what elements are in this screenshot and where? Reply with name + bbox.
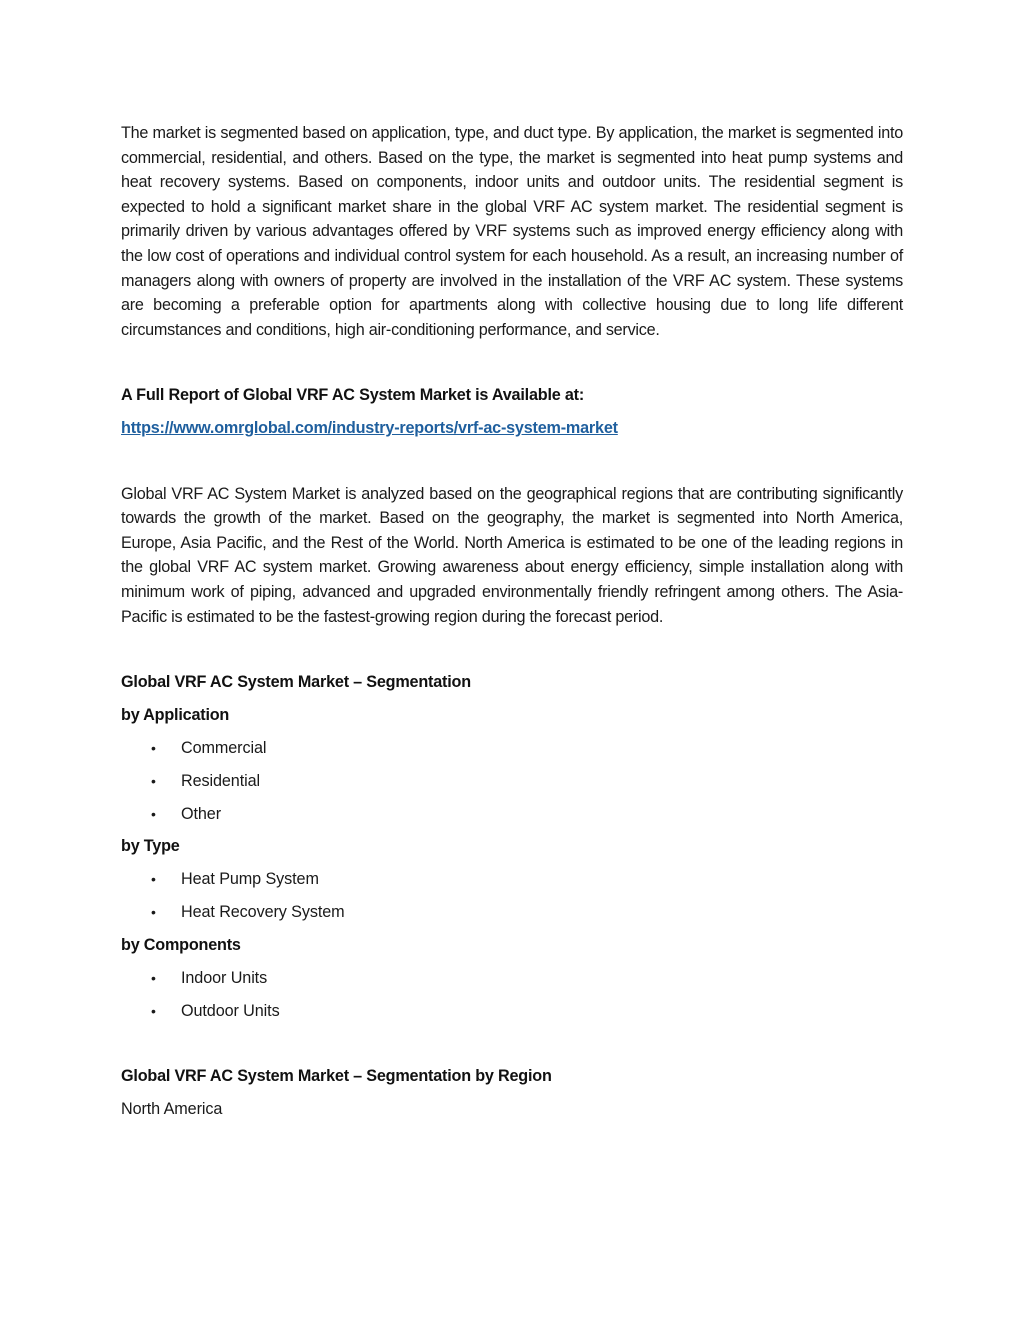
list-item bbox=[121, 900, 903, 925]
list-item-label: Heat Pump System bbox=[181, 870, 319, 889]
group-heading-type: by Type bbox=[121, 837, 180, 856]
list-item bbox=[121, 867, 903, 892]
type-list bbox=[121, 867, 903, 925]
segmentation-section bbox=[121, 670, 903, 1023]
bullet-icon: • bbox=[151, 739, 156, 756]
intro-paragraph: The market is segmented based on application, type, and duct type. By application, the market is segmented into commercial, residential, and others. Based on the type, the market is segmented into heat pump systems and heat recovery systems. Based on components, indoor units and outdoor units. The residential segment is expected to hold a significant market share in the global VRF AC system market. The residential segment is primarily driven by various advantages offered by VRF systems such as improved energy efficiency along with the low cost of operations and individual control system for each household. As a result, an increasing number of managers along with owners of property are involved in the installation of the VRF AC system. These systems are becoming a preferable option for apartments along with collective housing due to long life different circumstances and conditions, high air-conditioning performance, and service. bbox=[121, 124, 903, 339]
bullet-icon: • bbox=[151, 871, 156, 888]
components-list bbox=[121, 966, 903, 1024]
bullet-icon: • bbox=[151, 772, 156, 789]
list-item-label: Other bbox=[181, 804, 221, 823]
bullet-icon: • bbox=[151, 904, 156, 921]
list-item bbox=[121, 966, 903, 991]
report-heading: A Full Report of Global VRF AC System Market is Available at: bbox=[121, 386, 585, 405]
report-link[interactable]: https://www.omrglobal.com/industry-reports/vrf-ac-system-market bbox=[121, 418, 618, 437]
list-item-label: Indoor Units bbox=[181, 968, 268, 987]
segmentation-heading: Global VRF AC System Market – Segmentation bbox=[121, 673, 471, 692]
list-item-label: Commercial bbox=[181, 738, 267, 757]
region-item: North America bbox=[121, 1100, 223, 1119]
list-item bbox=[121, 769, 903, 794]
list-item-label: Heat Recovery System bbox=[181, 903, 345, 922]
bullet-icon: • bbox=[151, 969, 156, 986]
document-page bbox=[121, 121, 903, 1122]
list-item bbox=[121, 999, 903, 1024]
region-heading: Global VRF AC System Market – Segmentation by Region bbox=[121, 1067, 552, 1086]
list-item bbox=[121, 736, 903, 761]
report-section bbox=[121, 383, 903, 440]
bullet-icon: • bbox=[151, 805, 156, 822]
bullet-icon: • bbox=[151, 1002, 156, 1019]
group-heading-application: by Application bbox=[121, 705, 230, 724]
list-item-label: Outdoor Units bbox=[181, 1001, 280, 1020]
list-item bbox=[121, 802, 903, 827]
group-heading-components: by Components bbox=[121, 935, 241, 954]
application-list bbox=[121, 736, 903, 827]
regional-paragraph: Global VRF AC System Market is analyzed based on the geographical regions that are contributing significantly towards the growth of the market. Based on the geography, the market is segmented into North America, Europe, Asia Pacific, and the Rest of the World. North America is estimated to be one of the leading regions in the global VRF AC system market. Growing awareness about energy efficiency, simple installation along with minimum work of piping, advanced and upgraded environmentally friendly refringent among others. The Asia-Pacific is estimated to be the fastest-growing region during the forecast period. bbox=[121, 484, 903, 626]
region-section bbox=[121, 1064, 903, 1122]
list-item-label: Residential bbox=[181, 771, 260, 790]
